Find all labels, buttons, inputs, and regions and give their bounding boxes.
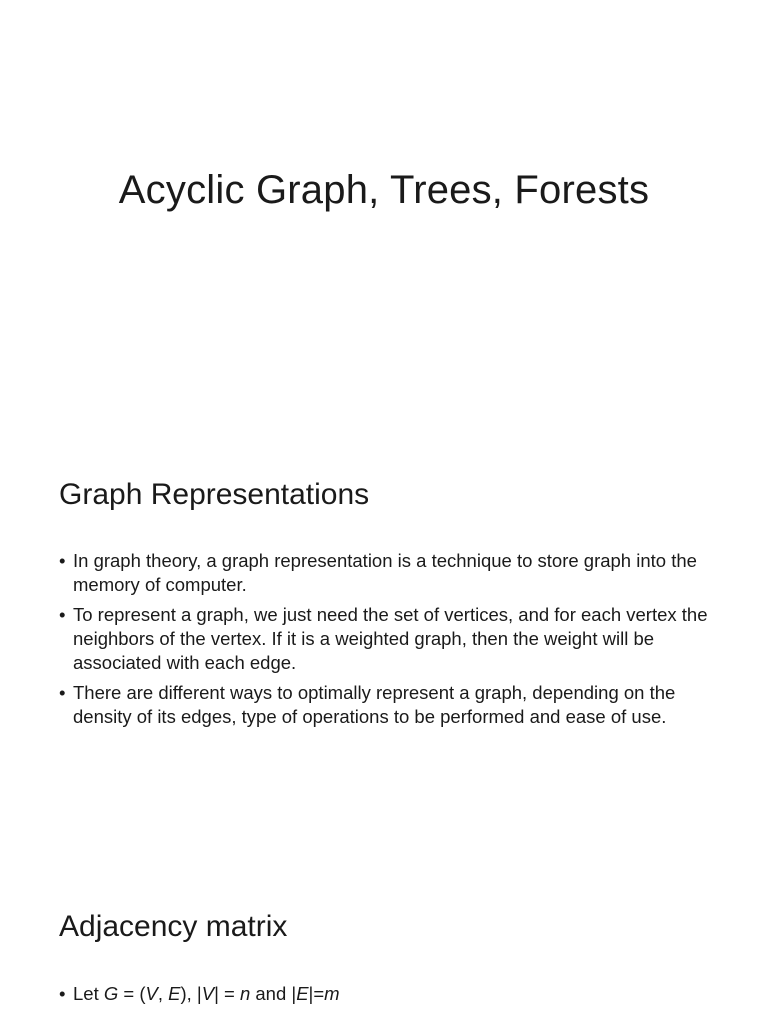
bullet-item [59, 549, 719, 597]
bullet-icon: • [59, 604, 66, 625]
slide-title: Acyclic Graph, Trees, Forests [118, 168, 650, 212]
math-var: V [201, 983, 215, 1004]
bullet-list [59, 982, 719, 1012]
text-run: ), | [180, 983, 202, 1004]
math-var: E [296, 983, 309, 1004]
bullet-icon: • [59, 550, 66, 571]
text-run: = ( [118, 983, 146, 1004]
math-var: n [239, 983, 251, 1004]
bullet-item [59, 982, 719, 1006]
math-var: G [103, 983, 119, 1004]
bullet-text: To represent a graph, we just need the set of vertices, and for each vertex the neighbors of the vertex. If it is a weighted graph, then the weight will be associated with each edge. [73, 604, 708, 673]
bullet-list [59, 549, 719, 735]
bullet-text: There are different ways to optimally represent a graph, depending on the density of its edges, type of operations to be performed and ease of use. [73, 682, 676, 727]
bullet-item [59, 681, 719, 729]
bullet-icon: • [59, 983, 66, 1004]
text-run: | = [214, 983, 240, 1004]
bullet-text: In graph theory, a graph representation is a technique to store graph into the memory of computer. [73, 550, 697, 595]
bullet-item [59, 603, 719, 675]
graph-representations-slide [0, 432, 768, 864]
math-var: V [145, 983, 158, 1004]
math-var: m [324, 983, 340, 1004]
slide-heading: Adjacency matrix [59, 910, 288, 943]
adjacency-matrix-slide [0, 864, 768, 1024]
math-var: E [168, 983, 181, 1004]
bullet-text [73, 983, 340, 1004]
text-run: Let [73, 983, 104, 1004]
title-slide [0, 0, 768, 432]
text-run: , [157, 983, 169, 1004]
slide-heading: Graph Representations [59, 478, 370, 511]
text-run: and | [250, 983, 297, 1004]
text-run: |= [308, 983, 325, 1004]
bullet-icon: • [59, 682, 66, 703]
